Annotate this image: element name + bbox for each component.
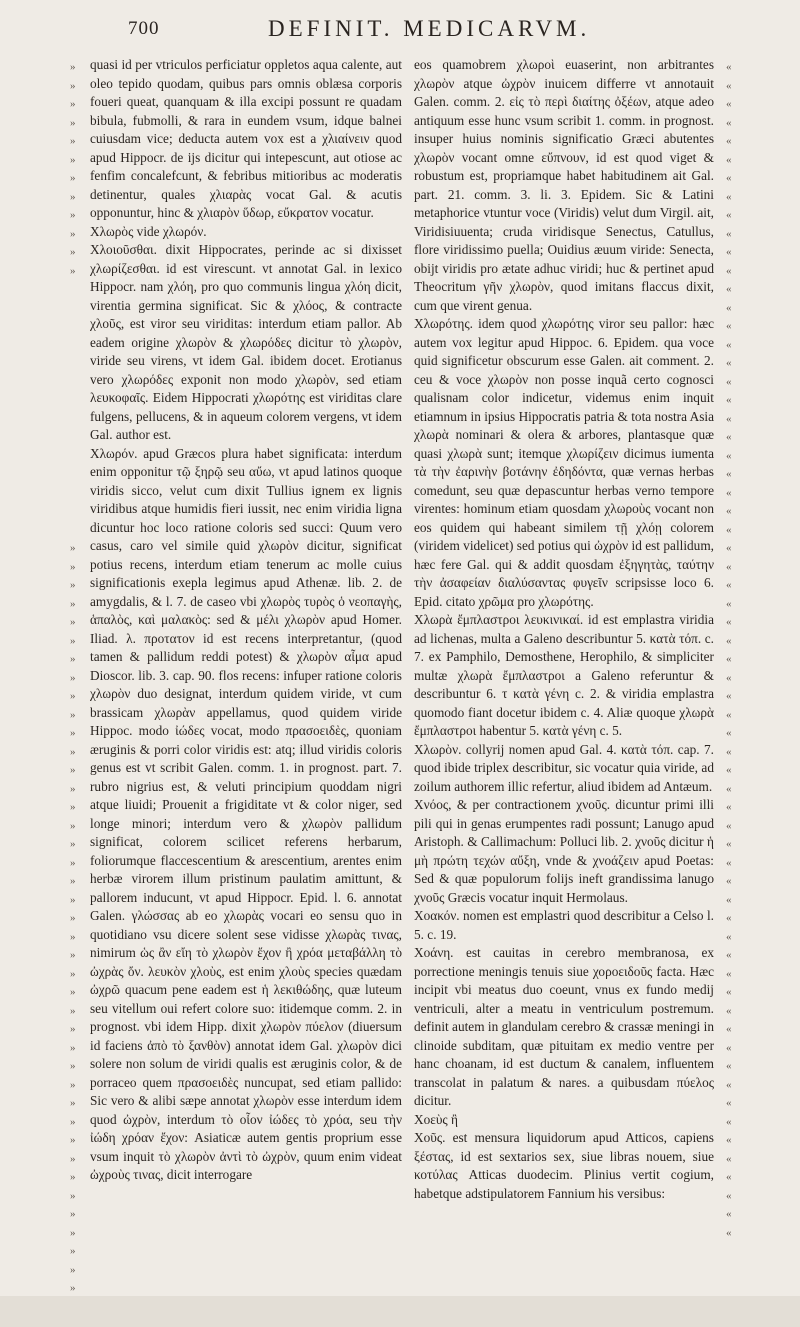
left-column	[90, 56, 402, 1296]
right-entry-8: Χοεὺς ἢ	[414, 1111, 458, 1127]
left-entry-2: Χλωρὸς vide χλωρόν.	[90, 223, 207, 239]
right-entry-3: Χλωρὰ ἔμπλαστροι λευκινικαί. id est emplastra viridia ad lichenas, multa a Galeno describuntur 5. κατὰ τόπ. c. 7. ex Pamphilo, Demosthene, Herophilo, & simpliciter multæ χλωρὰ ἔμπλαστροι a Galeno referuntur & describuntur 6. τ κατὰ γένη c. 2. & viridia emplastra quomodo fiant docetur ibidem c. 4. Aliæ quoque χλωρὰ ἔμπλαστροι habentur 5. κατὰ γένη c. 5.	[414, 612, 714, 738]
left-entry-1: quasi id per vtriculos perficiatur oppletos aqua calente, aut oleo tepido quodam, quibus pars omnis oblæsa corporis foueri queat, quanquam & illa excipi possunt re quadam bibula, fubmolli, & rara in eundem vsum, idque balnei cuiusdam vice; deducta autem vox est a χλιαίνειν quod apud Hippocr. de ijs dicitur qui intepescunt, aut otiose ac fenfim concalefcunt, & febribus mitioribus ac moderatis detinentur, quales χλιαρὰς vocat Gal. & acutis opponuntur, hinc & χλιαρὸν ὕδωρ, εὔκρατον vocatur.	[90, 57, 402, 220]
page-bottom-margin	[0, 1296, 800, 1327]
right-entry-7: Χοάνη. est cauitas in cerebro membranosa, ex porrectione meningis tenuis siue χοροειδοῦς facta. Hæc incipit vbi meatus duo coeunt, vnus ex fundo medij ventriculi, alter a meatu in ventriculum postremum. definit autem in glandulam cerebro & crassæ meningi in clinoide subditam, quæ pituitam ex medio ventre per hanc choanam, id est ductum & canalem, influentem transcolat in palatum & nares. a quibusdam πύελος dicitur.	[414, 945, 714, 1108]
left-entry-4: Χλωρόν. apud Græcos plura habet significata: interdum enim opponitur τῷ ξηρῷ seu αὔω, vt apud latinos quoque viridis sicco, velut cum dixit Tullius ignem ex lignis viridibus atque humidis fieri iussit, nec enim viridia ligna dicuntur hoc loco ratione coloris sed succi: Quum vero casus, caro vel simile quid χλωρὸν dicitur, significat potius recens, interdum etiam tenerum ac molle cuius significationis exepla legimus apud Athenæ. lib. 2. de amygdalis, & l. 7. de caseo vbi χλωρὸς τυρὸς ὁ νεοπαγὴς, ἁπαλὸς, καὶ μαλακὸς: sed & μέλι χλωρὸν apud Homer. Iliad. λ. προτατον id est recens interpretantur, (quod tamen & pallidum reddi potest) & χλωρὸν αἷμα apud Dioscor. lib. 3. cap. 90. flos recens: infuper ratione coloris χλωρὸν duo designat, interdum quidem viride, vt cum brassicam χλωρὰν appellamus, quod quidem viride Hippoc. modo ἰώδες vocat, modo πρασοειδὲς, quoniam æruginis & porri color viridis est: atq; illud viridis coloris genus est vt scribit Galen. comm. 1. in prognost. part. 7. rubro nigrius est, & veluti principium quoddam nigri atque liuidi; Prouenit a frigiditate vt & color niger, sed longe minori; interdum vero & χλωρὸν pallidum significat, colorem scilicet referens herbarum, foliorumque flaccescentium & arescentium, arentes enim herbæ virorem illum pristinum paulatim amittunt, & pallorem inducunt, vt apud Hippocr. Epid. l. 6. annotat Galen. γλώσσας ab eo χλωρὰς vocari eo sensu quo in quotidiano vsu dicere solent sese vidisse χλωρὰς τινας, nimirum ὡς ἂν εἴη τὸ χλωρὸν ἔχον ἢ χρόα μεταβάλλη τὸ ὠχρὰς ὄν. λευκὸν χλοὺς, est enim χλοὺς species quædam ὠχρῶ quacum pene eadem est ἡ λεκιθώδης, quæ luteum seu vitellum oui refert colore suo: itidemque comm. 2. in prognost. vbi idem Hipp. dixit χλωρὸν πύελον (diuersum id faciens ἀπὸ τὸ ξανθὸν) annotat idem Gal. χλωρὸν dici solere non solum de viridi qualis est æruginis color, & de porraceo quem πρασοειδὲς nuncupat, sed etiam pallido: Sic vero & alibi sæpe annotat χλωρὸν esse interdum idem quod ὠχρὸν, interdum τὸ οἷον ἰώδες τὸ χρόα, seu τὴν ἰώδη χρόαν ἔχον: Asiaticæ autem gentis proprium esse vsum inquit τὸ χλωρὸν ἀντὶ τὸ ὠχρὸν, quum enim videat ὠχροὺς τινας, dicit interrogare	[90, 445, 402, 1182]
running-title: DEFINIT. MEDICARVM.	[268, 16, 591, 41]
right-quote-marks: « « « « « « « « « « « « « « « « « « « « « « « « « « « « « « « « « « « « « « « « « « « « « « « « « « « « « « « « « « « « « « « «	[726, 61, 732, 1239]
right-entry-2: Χλωρότης. idem quod χλωρότης viror seu pallor: hæc autem vox legitur apud Hippoc. 6. Epidem. qua voce quid significetur obscurum esse Galen. ait comment. 2. ceu & voce χλωρὸν non posse inquã certo cognosci qualisnam color indicetur, videmus enim inquit etiamnum in ipsius Hippocratis patria & tota nostra Asia χλωρὰ nominari & olera & arbores, plantasque quæ quasi χλωρὰ sunt; itemque χλωρίζειν dicimus iumenta τὰ τὴν ἐαρινὴν βοτάνην ἐδηδόντα, quæ vernas herbas comedunt, seu quæ depascuntur herbas verno tempore virentes: hominum etiam quosdam χλωροὺς vocant non eos quidem qui habeant similem τῇ χλόῃ colorem (viridem videlicet) sed potius qui ὠχρὸν id est pallidum, hæc fere Gal. qui & addit quosdam ἐξηγητὰς, ταύτην τὴν ἀσαφείαν διαλύσαντας φυγεῖν scripsisse loco 6. Epid. citato χρῶμα pro χλωρότης.	[414, 316, 714, 609]
right-entry-9: Χοῦς. est mensura liquidorum apud Atticos, capiens ξέστας, id est sextarios sex, siue libras nouem, siue κοτύλας Atticas duodecim. Plinius vertit cogium, habetque adstipulatorem Fannium his versibus:	[414, 1130, 714, 1201]
page-number: 700	[128, 18, 160, 39]
right-column	[414, 56, 714, 1296]
right-entry-1: eos quamobrem χλωροὶ euaserint, non arbitrantes χλωρὸν atque ὠχρὸν inuicem differre vt annotauit Galen. comm. 2. εἰς τὸ περὶ διαίτης ὀξέων, atque adeo antiquum esse hunc vsum scribit 1. comm. in prognost. insuper huius nominis significatio Græci abutentes χλωρὸν vocant omne εὔπνουν, id est quod viget & robustum est, propriamque habet habitudinem ait Gal. part. 21. comm. 3. li. 3. Epidem. Sic & Latini metaphorice vtuntur voce (Viridis) velut dum Virgil. ait, Viridisiuuenta; cruda viridisque Senectus, Catullus, flore viridissimo puella; Ouidius æuum viride: Senecta, obijt viridis pro ætate adhuc viridi; huc & pertinet apud Theocritum γῆν χλωρὸν, quod imitans flaccus dixit, cum que virent genua.	[414, 57, 714, 313]
page-header	[0, 0, 800, 46]
left-quote-marks: » » » » » » » » » » » » » » » » » » » » » » » » » » » » » » » » » » » » » » » » » » » » » » » » » » » » »	[70, 61, 76, 1294]
right-entry-6: Χοακόν. nomen est emplastri quod describitur a Celso l. 5. c. 19.	[414, 908, 714, 942]
left-entry-3: Χλοιοῦσθαι. dixit Hippocrates, perinde ac si dixisset χλωρίζεσθαι. id est virescunt. vt annotat Gal. in lexico Hippocr. nam χλόη, pro quo communis lingua χλόη dicit, virentia germina significat. Sic & χλόος, & contracte χλοῦς, est viror seu viriditas: interdum etiam pallor. Ab eadem origine χλωρὸν & χλωρόδες dicitur τὸ χλωρὸν, viride seu virens, vt idem Gal. ibidem docet. Erotianus vero χλωρόδες exponit non modo χλωρὸν, sed etiam λευκοφαῖς. Eidem Hippocrati χλωρότης est viriditas clare fulgens, pellucens, & in aqueum colorem vergens, vt idem Gal. author est.	[90, 242, 402, 442]
right-entry-4: Χλωρὸν. collyrij nomen apud Gal. 4. κατὰ τόπ. cap. 7. quod ibide triplex describitur, sic vocatur quia viride, ad zoilum authorem illic refertur, aliud ibidem ad Antæum.	[414, 741, 714, 794]
right-entry-5: Χνόος, & per contractionem χνοῦς. dicuntur primi illi pili qui in genas erumpentes radi possunt; Lanugo apud Aristoph. & Callimachum: Polluci lib. 2. χνοῦς dicitur ἡ μὴ πρώτη τεχών αὔξη, vnde & χνοάζειν apud Poetas: Sed & quæ populorum folijs ineft grandissima lanugo χνοῦς Græcis vocatur inquit Hermolaus.	[414, 797, 714, 905]
